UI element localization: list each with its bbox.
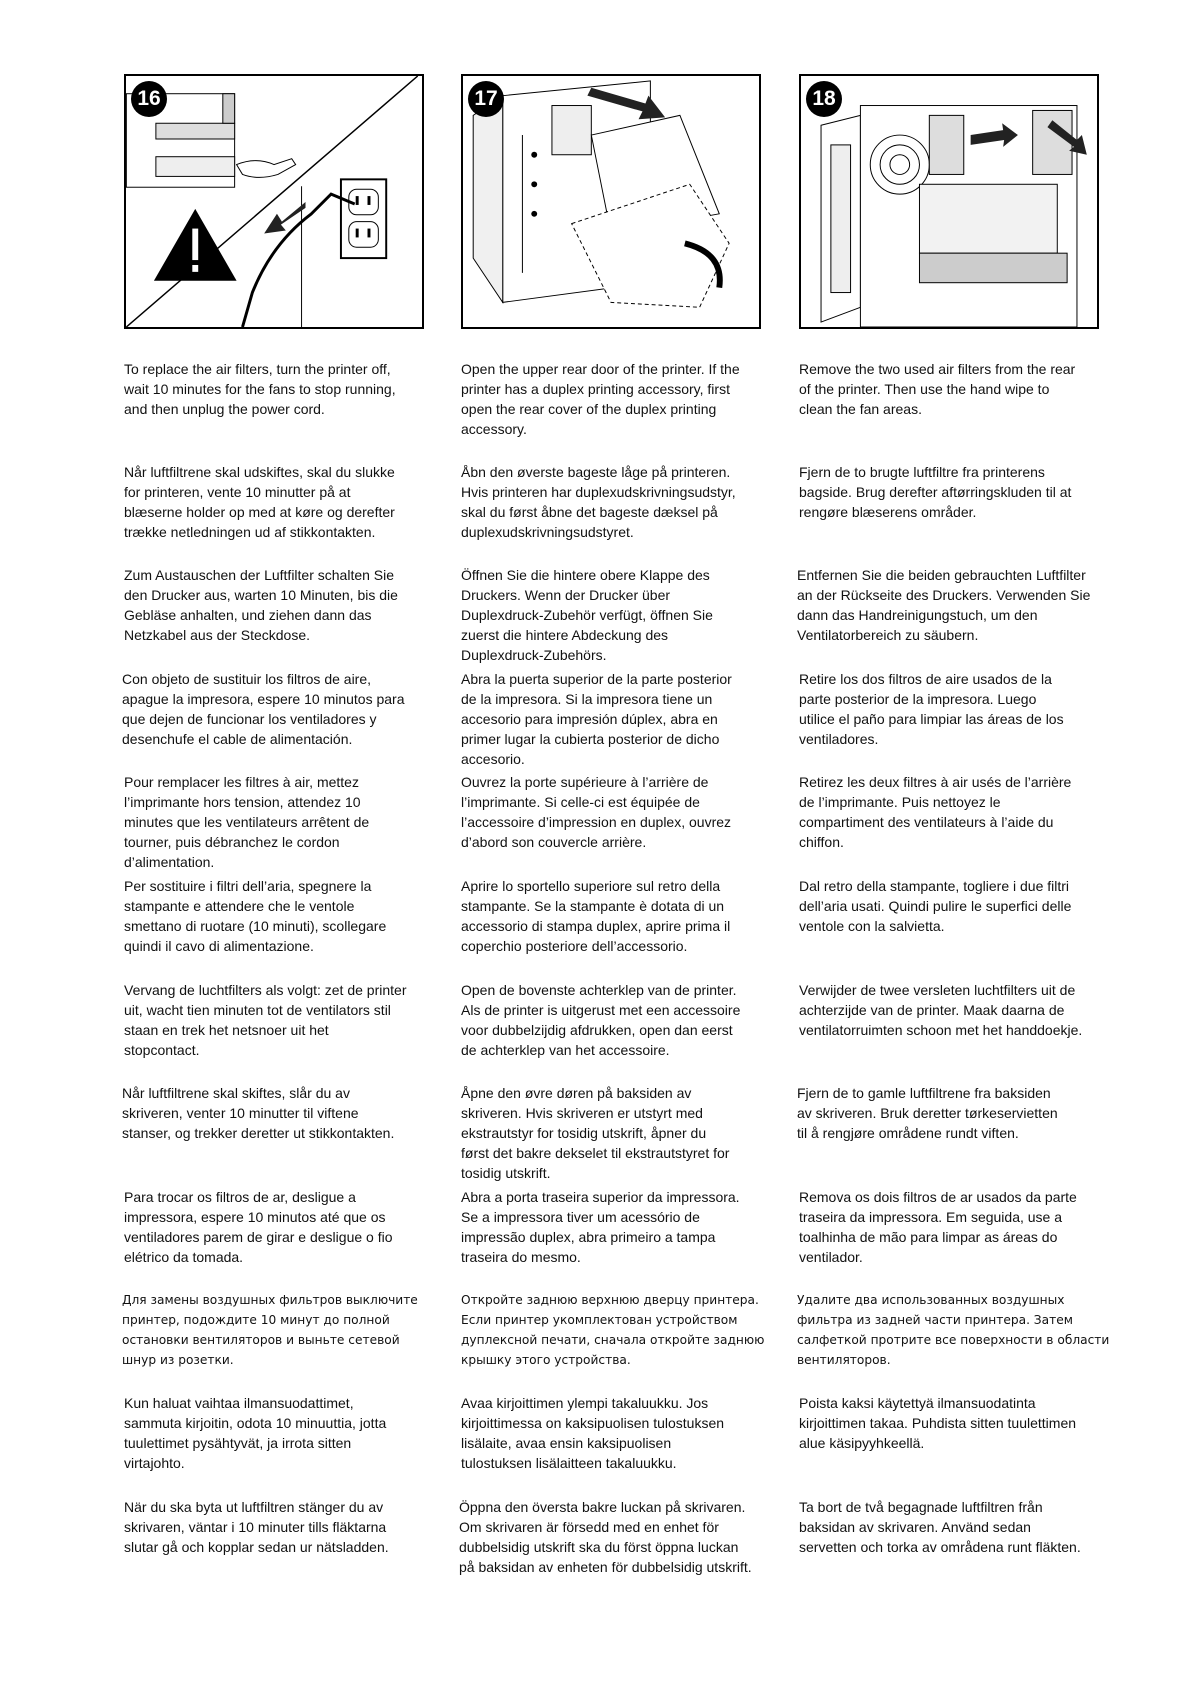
instruction-text-es-col1: Con objeto de sustituir los filtros de aire, apague la impresora, espere 10 minutos para que dejen de funcionar los ventiladores y desenchufe el cable de alimentación. (122, 671, 405, 747)
instruction-text-en-col1: To replace the air filters, turn the printer off, wait 10 minutes for the fans to stop running, and then unplug the power cord. (124, 361, 396, 417)
arrow-icon (264, 202, 305, 233)
instruction-text-nl-col2: Open de bovenste achterklep van de printer. Als de printer is uitgerust met een accessoire voor dubbelzijdig afdrukken, open dan eerst de achterklep van het accessoire. (461, 982, 741, 1058)
remove-filters-illustration (801, 76, 1097, 327)
instruction-text-no-col2: Åpne den øvre døren på baksiden av skriveren. Hvis skriveren er utstyrt med ekstrautstyr for tosidig utskrift, åpner du først det bakre dekselet til ekstrautstyret for tosidig utskrift. (461, 1085, 730, 1181)
instruction-text-sv-col2: Öppna den översta bakre luckan på skrivaren. Om skrivaren är försedd med en enhet för dubbelsidig utskrift ska du först öppna luckan på baksidan av enheten för dubbelsidig utskrift. (459, 1499, 752, 1575)
instruction-text-de-col1: Zum Austauschen der Luftfilter schalten Sie den Drucker aus, warten 10 Minuten, bis die Gebläse anhalten, und ziehen dann das Netzkabel aus der Steckdose. (124, 567, 398, 643)
instruction-text-es-col2: Abra la puerta superior de la parte posterior de la impresora. Si la impresora tiene un accesorio para impresión dúplex, abra en primer lugar la cubierta posterior de dicho accesorio. (461, 671, 732, 767)
instruction-text-fi-col2: Avaa kirjoittimen ylempi takaluukku. Jos kirjoittimessa on kaksipuolisen tulostuksen lisälaite, avaa ensin kaksipuolisen tulostuksen lisälaitteen takaluukku. (461, 1395, 725, 1471)
instruction-text-pt-col1: Para trocar os filtros de ar, desligue a impressora, espere 10 minutos até que os ventiladores parem de girar e desligue o fio elétrico da tomada. (124, 1189, 393, 1265)
step-badge-18: 18 (806, 81, 842, 117)
instruction-text-no-col3: Fjern de to gamle luftfiltrene fra baksiden av skriveren. Bruk deretter tørkeservietten til å rengjøre områdene rundt viften. (797, 1085, 1058, 1141)
hand-icon (237, 159, 296, 178)
step-badge-16: 16 (131, 81, 167, 117)
power-cord-icon (243, 194, 355, 327)
instruction-text-de-col2: Öffnen Sie die hintere obere Klappe des Druckers. Wenn der Drucker über Duplexdruck-Zubehör verfügt, öffnen Sie zuerst die hintere Abdeckung des Duplexdruck-Zubehörs. (461, 567, 713, 663)
instruction-text-nl-col1: Vervang de luchtfilters als volgt: zet de printer uit, wacht tien minuten tot de ventilators stil staan en trek het netsnoer uit het stopcontact. (124, 982, 407, 1058)
instruction-text-ru-col1: Для замены воздушных фильтров выключите принтер, подождите 10 минут до полной остановки вентиляторов и выньте сетевой шнур из розетки. (122, 1293, 418, 1367)
instruction-text-fr-col3: Retirez les deux filtres à air usés de l’arrière de l’imprimante. Puis nettoyez le compartiment des ventilateurs à l’aide du chiffon. (799, 774, 1072, 850)
wall-outlet-icon (341, 179, 386, 258)
instruction-text-ru-col3: Удалите два использованных воздушных фильтра из задней части принтера. Затем салфеткой протрите все поверхности в области вентиляторов. (797, 1293, 1110, 1367)
instruction-text-sv-col1: När du ska byta ut luftfiltren stänger du av skrivaren, väntar i 10 minuter tills fläktarna slutar gå och kopplar sedan ur nätsladden. (124, 1499, 389, 1555)
instruction-text-fr-col2: Ouvrez la porte supérieure à l’arrière de l’imprimante. Si celle-ci est équipée de l’accessoire d’impression en duplex, ouvrez d’abord son couvercle arrière. (461, 774, 732, 850)
illustration-panel-step-17 (461, 74, 761, 329)
instruction-text-da-col1: Når luftfiltrene skal udskiftes, skal du slukke for printeren, vente 10 minutter på at blæserne holder op med at køre og derefter trække netledningen ud af stikkontakten. (124, 464, 395, 540)
warning-triangle-icon (154, 209, 237, 281)
instruction-text-pt-col2: Abra a porta traseira superior da impressora. Se a impressora tiver um acessório de impressão duplex, abra primeiro a tampa traseira do mesmo. (461, 1189, 740, 1265)
instruction-text-en-col2: Open the upper rear door of the printer. If the printer has a duplex printing accessory, first open the rear cover of the duplex printing accessory. (461, 361, 740, 437)
instruction-text-it-col2: Aprire lo sportello superiore sul retro della stampante. Se la stampante è dotata di un accessorio di stampa duplex, aprire prima il coperchio posteriore dell’accessorio. (461, 878, 731, 954)
illustration-panel-step-18 (799, 74, 1099, 329)
instruction-text-da-col3: Fjern de to brugte luftfiltre fra printerens bagside. Brug derefter aftørringskluden til at rengøre blæserens områder. (799, 464, 1072, 520)
instruction-text-de-col3: Entfernen Sie die beiden gebrauchten Luftfilter an der Rückseite des Druckers. Verwenden Sie dann das Handreinigungstuch, um den Ventilatorbereich zu säubern. (797, 567, 1091, 643)
instruction-text-ru-col2: Откройте заднюю верхнюю дверцу принтера. Если принтер укомплектован устройством дуплексной печати, сначала откройте заднюю крышку этого устройства. (461, 1293, 765, 1367)
step-badge-17: 17 (468, 81, 504, 117)
open-rear-door-illustration (463, 76, 759, 327)
instruction-text-it-col1: Per sostituire i filtri dell’aria, spegnere la stampante e attendere che le ventole smettano di ruotare (10 minuti), scollegare quindi il cavo di alimentazione. (124, 878, 387, 954)
instruction-text-fi-col1: Kun haluat vaihtaa ilmansuodattimet, sammuta kirjoitin, odota 10 minuuttia, jotta tuulettimet pysähtyvät, ja irrota sitten virtajohto. (124, 1395, 387, 1471)
instruction-text-fi-col3: Poista kaksi käytettyä ilmansuodatinta kirjoittimen takaa. Puhdista sitten tuulettimen alue käsipyyhkeellä. (799, 1395, 1077, 1451)
instruction-text-it-col3: Dal retro della stampante, togliere i due filtri dell’aria usati. Quindi pulire le superfici delle ventole con la salvietta. (799, 878, 1072, 934)
instruction-text-pt-col3: Remova os dois filtros de ar usados da parte traseira da impressora. Em seguida, use a toalhinha de mão para limpar as áreas do ventilador. (799, 1189, 1077, 1265)
instruction-text-sv-col3: Ta bort de två begagnade luftfiltren från baksidan av skrivaren. Använd sedan servetten och torka av områdena runt fläkten. (799, 1499, 1081, 1555)
instruction-text-no-col1: Når luftfiltrene skal skiftes, slår du av skriveren, venter 10 minutter til viftene stanser, og trekker deretter ut stikkontakten. (122, 1085, 395, 1141)
instruction-text-en-col3: Remove the two used air filters from the rear of the printer. Then use the hand wipe to clean the fan areas. (799, 361, 1076, 417)
unplug-printer-illustration (126, 76, 422, 327)
instruction-text-fr-col1: Pour remplacer les filtres à air, mettez l’imprimante hors tension, attendez 10 minutes que les ventilateurs arrêtent de tourner, puis débranchez le cordon d’alimentation. (124, 774, 370, 870)
illustration-panel-step-16 (124, 74, 424, 329)
instruction-text-es-col3: Retire los dos filtros de aire usados de la parte posterior de la impresora. Luego utilice el paño para limpiar las áreas de los ventiladores. (799, 671, 1064, 747)
instruction-text-nl-col3: Verwijder de twee versleten luchtfilters uit de achterzijde van de printer. Maak daarna de ventilatorruimten schoon met het handdoekje. (799, 982, 1083, 1038)
instruction-text-da-col2: Åbn den øverste bageste låge på printeren. Hvis printeren har duplexudskrivningsudstyr, skal du først åbne det bageste dæksel på duplexudskrivningsudstyret. (461, 464, 736, 540)
